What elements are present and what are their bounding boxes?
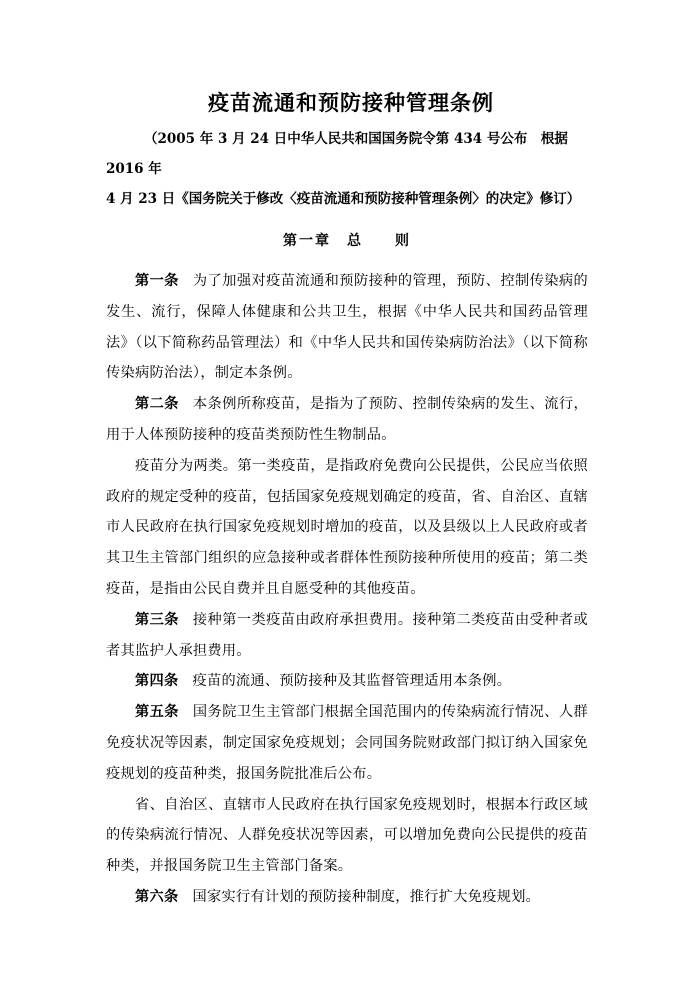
article-paragraph [106, 389, 588, 451]
article-number: 第五条 [135, 704, 179, 721]
article-paragraph [106, 605, 588, 667]
article-number: 第二条 [135, 396, 179, 413]
chapter-heading: 第一章 总 则 [283, 233, 411, 249]
article-text: 疫苗的流通、预防接种及其监督管理适用本条例。 [192, 673, 512, 690]
article-paragraph [106, 790, 588, 882]
article-text: 本条例所称疫苗，是指为了预防、控制传染病的发生、流行，用于人体预防接种的疫苗类预防性生物制品。 [106, 396, 588, 443]
article-text: 为了加强对疫苗流通和预防接种的管理，预防、控制传染病的发生、流行，保障人体健康和公共卫生，根据《中华人民共和国药品管理法》（以下简称药品管理法）和《中华人民共和国传染病防治法》（以下简称传染病防治法），制定本条例。 [106, 273, 588, 382]
article-text: 国家实行有计划的预防接种制度，推行扩大免疫规划。 [192, 888, 541, 905]
article-text: 疫苗分为两类。第一类疫苗，是指政府免费向公民提供，公民应当依照政府的规定受种的疫苗，包括国家免疫规划确定的疫苗，省、自治区、直辖市人民政府在执行国家免疫规划时增加的疫苗，以及县级以上人民政府或者其卫生主管部门组织的应急接种或者群体性预防接种所使用的疫苗；第二类疫苗，是指由公民自费并且自愿受种的其他疫苗。 [106, 457, 588, 597]
subtitle-line-1: （2005 年 3 月 24 日中华人民共和国国务院令第 434 号公布 根据 2016 年 [106, 131, 568, 177]
document-subtitle [106, 124, 588, 214]
article-paragraph [106, 666, 588, 697]
article-paragraph [106, 451, 588, 605]
subtitle-line-2: 4 月 23 日《国务院关于修改〈疫苗流通和预防接种管理条例〉的决定》修订） [106, 191, 581, 207]
article-text: 接种第一类疫苗由政府承担费用。接种第二类疫苗由受种者或者其监护人承担费用。 [106, 611, 588, 659]
article-number: 第一条 [135, 273, 179, 289]
article-paragraph [106, 697, 588, 789]
article-number: 第三条 [135, 611, 179, 628]
article-paragraph [106, 882, 588, 913]
document-title: 疫苗流通和预防接种管理条例 [208, 90, 494, 115]
article-number: 第六条 [135, 888, 179, 905]
article-text: 省、自治区、直辖市人民政府在执行国家免疫规划时，根据本行政区域的传染病流行情况、人群免疫状况等因素，可以增加免费向公民提供的疫苗种类，并报国务院卫生主管部门备案。 [106, 796, 588, 875]
article-number: 第四条 [135, 673, 179, 690]
article-paragraph [106, 266, 588, 389]
article-text: 国务院卫生主管部门根据全国范围内的传染病流行情况、人群免疫状况等因素，制定国家免疫规划；会同国务院财政部门拟订纳入国家免疫规划的疫苗种类，报国务院批准后公布。 [106, 704, 588, 782]
